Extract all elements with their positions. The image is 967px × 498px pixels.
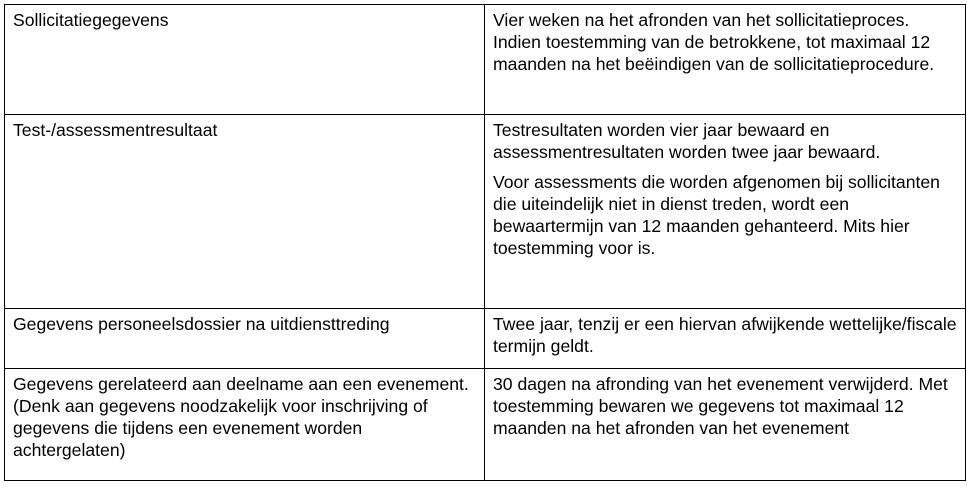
category-text: Gegevens personeelsdossier na uitdiensttreding (13, 314, 390, 334)
category-cell (5, 5, 485, 115)
retention-cell (485, 309, 966, 369)
retention-text: Voor assessments die worden afgenomen bij sollicitanten die uiteindelijk niet in dienst treden, wordt een bewaartermijn van 12 maanden gehanteerd. Mits hier toestemming voor is. (493, 172, 940, 258)
retention-text: Vier weken na het afronden van het sollicitatieproces. Indien toestemming van de betrokkene, tot maximaal 12 maanden na het beëindigen van de sollicitatieprocedure. (493, 10, 935, 74)
retention-text: Twee jaar, tenzij er een hiervan afwijkende wettelijke/fiscale termijn geldt. (493, 314, 957, 356)
category-text: Sollicitatiegegevens (13, 10, 169, 30)
table-row (5, 309, 966, 369)
table-row (5, 115, 966, 309)
table-row (5, 369, 966, 481)
retention-cell (485, 115, 966, 309)
retention-cell (485, 369, 966, 481)
category-cell (5, 309, 485, 369)
category-cell (5, 369, 485, 481)
category-text: Test-/assessmentresultaat (13, 120, 218, 140)
category-text: Gegevens gerelateerd aan deelname aan een evenement. (Denk aan gegevens noodzakelijk voor inschrijving of gegevens die tijdens een evenement worden achtergelaten) (13, 374, 469, 460)
category-cell (5, 115, 485, 309)
retention-table (4, 4, 966, 481)
retention-cell (485, 5, 966, 115)
retention-text: 30 dagen na afronding van het evenement verwijderd. Met toestemming bewaren we gegevens tot maximaal 12 maanden na het afronden van het evenement (493, 374, 948, 438)
table-row (5, 5, 966, 115)
retention-text: Testresultaten worden vier jaar bewaard en assessmentresultaten worden twee jaar bewaard. (493, 120, 881, 162)
